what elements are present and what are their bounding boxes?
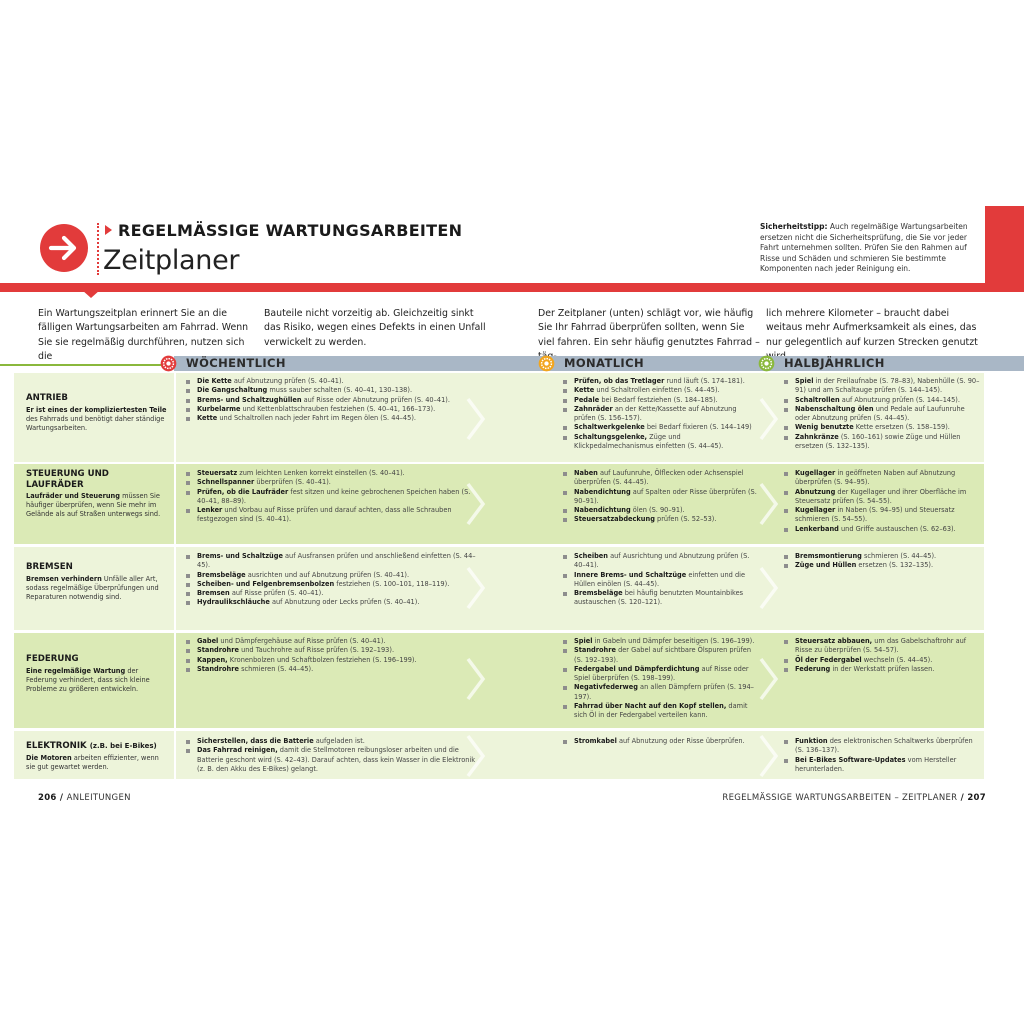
task-item-text: auf Laufunruhe, Ölflecken oder Achsenspiel überprüfen (S. 44–45).: [574, 469, 744, 487]
task-item-text: schmieren (S. 44–45).: [238, 664, 314, 673]
task-item: [563, 515, 759, 524]
row-title-suffix: (z.B. bei E-Bikes): [89, 742, 157, 750]
task-item-keyword: Hydraulikschläuche: [197, 598, 270, 607]
task-item: [186, 552, 476, 571]
task-item: [784, 377, 980, 396]
task-item-keyword: Steuersatzabdeckung: [574, 515, 655, 524]
task-item-keyword: Negativfederweg: [574, 683, 638, 692]
task-item: [186, 386, 476, 395]
task-item-keyword: Spiel: [795, 377, 814, 385]
task-item: [784, 561, 980, 570]
task-item-text: in geöffneten Naben auf Abnutzung überprüfen (S. 94–95).: [795, 469, 956, 487]
intro-text-1: Ein Wartungszeitplan erinnert Sie an die fälligen Wartungsarbeiten am Fahrrad. Wenn Sie sie regelmäßig durchführen, nutzen sich die: [38, 308, 249, 362]
task-item-keyword: Lenkerband: [795, 524, 839, 533]
task-item-keyword: Das Fahrrad reinigen,: [197, 746, 278, 755]
task-item-text: Züge und Klickpedalmechanismus einfetten (S. 44–45).: [574, 432, 724, 451]
task-item-text: (S. 160–161) sowie Züge und Hüllen ersetzen (S. 132–135).: [795, 432, 961, 451]
task-item: [563, 423, 759, 432]
task-item-keyword: Nabendichtung: [574, 506, 631, 515]
folio-left: [38, 793, 131, 803]
task-item: [186, 506, 476, 525]
task-item-keyword: Spiel: [574, 637, 593, 645]
row-description-text: arbeiten effizienter, wenn sie gut gewartet werden.: [26, 753, 159, 771]
task-item: [563, 433, 759, 452]
task-item-keyword: Brems- und Schaltzughüllen: [197, 395, 302, 404]
task-item-text: und Dämpfergehäuse auf Risse prüfen (S. 40–41).: [218, 637, 386, 645]
task-item: [563, 469, 759, 488]
task-item: [563, 552, 759, 571]
header-red-bar: [0, 283, 1024, 292]
gear-icon: [758, 355, 775, 372]
label-column-rule: [0, 364, 174, 366]
task-item-keyword: Standrohre: [574, 646, 616, 655]
task-item-text: in Naben (S. 94–95) und Steuersatz schmieren (S. 54–55).: [795, 506, 955, 524]
task-item-text: auf Risse prüfen (S. 40–41).: [229, 589, 324, 598]
task-item-keyword: Steuersatz: [197, 469, 238, 477]
task-item-keyword: Federung: [795, 664, 831, 673]
row-description-bold: Die Motoren: [26, 753, 72, 762]
task-item-keyword: Brems- und Schaltzüge: [197, 552, 283, 560]
task-item: [186, 646, 476, 655]
task-list-federung-weekly: [186, 637, 476, 674]
task-item-keyword: Schaltungsgelenke,: [574, 432, 648, 441]
chevron-right-icon: [758, 481, 780, 527]
folio-section-right: REGELMÄSSIGE WARTUNGSARBEITEN – ZEITPLANER: [722, 793, 958, 803]
task-item-keyword: Standrohre: [197, 646, 239, 655]
task-item: [186, 637, 476, 646]
folio-separator: /: [56, 793, 67, 803]
task-item-keyword: Scheiben- und Felgenbremsenbolzen: [197, 579, 335, 588]
task-item-text: ausrichten und auf Abnutzung prüfen (S. 40–41).: [245, 570, 410, 579]
column-header-halfyear: HALBJÄHRLICH: [784, 356, 885, 370]
task-item-keyword: Kette: [574, 386, 595, 395]
task-item: [563, 589, 759, 608]
row-description: [26, 667, 168, 694]
task-item-text: auf Abnutzung prüfen (S. 40–41).: [231, 377, 344, 385]
row-label-elektronik: [0, 741, 174, 772]
arrow-right-icon: [39, 223, 89, 273]
column-header-weekly: WÖCHENTLICH: [186, 356, 286, 370]
task-item: [784, 552, 980, 561]
task-item-keyword: Funktion: [795, 737, 828, 745]
task-item-keyword: Bremsen: [197, 589, 230, 598]
gear-icon: [538, 355, 555, 372]
task-item: [186, 589, 476, 598]
task-item-text: auf Risse oder Spiel überprüfen (S. 198–199).: [574, 664, 749, 683]
task-item-text: in der Werkstatt prüfen lassen.: [830, 664, 935, 673]
task-item-text: vom Hersteller herunterladen.: [795, 755, 957, 773]
task-item-text: auf Abnutzung prüfen (S. 144–145).: [839, 395, 960, 404]
task-item-text: bei häufig benutzten Mountainbikes austauschen (S. 120–121).: [574, 589, 744, 607]
task-list-antrieb-halfyear: [784, 377, 980, 451]
task-item-text: der Kugellager und ihrer Oberfläche im Steuersatz prüfen (S. 54–55).: [795, 487, 967, 505]
task-item-text: an allen Dämpfern prüfen (S. 194–197).: [574, 683, 754, 701]
chevron-right-icon: [758, 656, 780, 702]
column-header-monthly: MONATLICH: [564, 356, 644, 370]
task-item: [784, 423, 980, 432]
task-item-text: bei Bedarf festziehen (S. 184–185).: [599, 395, 718, 404]
task-item: [186, 656, 476, 665]
task-item: [563, 386, 759, 395]
row-label-steuerung: [0, 469, 174, 519]
task-item: [784, 396, 980, 405]
task-list-steuerung-monthly: [563, 469, 759, 525]
folio-right: [722, 793, 986, 803]
task-item-text: an der Kette/Kassette auf Abnutzung prüfen (S. 156–157).: [574, 404, 737, 423]
tip-label: Sicherheitstipp:: [760, 222, 828, 231]
task-item-keyword: Schaltwerkgelenke: [574, 423, 645, 432]
task-item-text: um das Gabelschaftrohr auf Risse zu überprüfen (S. 54–57).: [795, 637, 967, 655]
task-list-federung-monthly: [563, 637, 759, 721]
task-item: [186, 737, 476, 746]
task-item-keyword: Bremsbeläge: [197, 570, 246, 579]
task-item: [563, 683, 759, 702]
task-item-text: und Griffe austauschen (S. 62–63).: [838, 524, 956, 533]
task-item-text: einfetten und die Hüllen einölen (S. 44–45).: [574, 570, 746, 588]
task-list-bremsen-halfyear: [784, 552, 980, 571]
task-item-text: ölen (S. 90–91).: [630, 506, 685, 515]
row-description-text: des Fahrrads und benötigt daher ständige Wartungsarbeiten.: [26, 414, 165, 432]
task-item-text: auf Ausfransen prüfen und anschließend einfetten (S. 44–45).: [197, 552, 476, 570]
task-item-text: auf Risse oder Abnutzung prüfen (S. 40–41).: [301, 395, 450, 404]
row-description-bold: Er ist eines der kompliziertesten Teile: [26, 405, 167, 414]
task-item-text: schmieren (S. 44–45).: [861, 552, 937, 560]
task-item-keyword: Fahrrad über Nacht auf den Kopf stellen,: [574, 702, 727, 711]
gear-icon: [160, 355, 177, 372]
task-item-text: auf Abnutzung oder Risse überprüfen.: [616, 737, 745, 745]
task-list-steuerung-weekly: [186, 469, 476, 525]
task-item-keyword: Scheiben: [574, 552, 608, 560]
task-item-keyword: Wenig benutzte: [795, 423, 854, 432]
task-item: [784, 656, 980, 665]
row-description: [26, 406, 168, 433]
task-item-keyword: Steuersatz abbauen,: [795, 637, 873, 645]
task-item-keyword: Schnellspanner: [197, 478, 255, 487]
safety-tip: [760, 222, 974, 275]
task-list-bremsen-weekly: [186, 552, 476, 608]
task-item-keyword: Innere Brems- und Schaltzüge: [574, 570, 687, 579]
task-list-federung-halfyear: [784, 637, 980, 674]
task-item: [186, 396, 476, 405]
kicker-text: REGELMÄSSIGE WARTUNGSARBEITEN: [118, 221, 463, 240]
row-title-main: ELEKTRONIK: [26, 741, 87, 751]
task-item-text: wechseln (S. 44–45).: [861, 655, 933, 664]
task-list-antrieb-weekly: [186, 377, 476, 423]
task-item: [186, 580, 476, 589]
task-item-keyword: Nabenschaltung ölen: [795, 404, 874, 413]
row-title: ANTRIEB: [26, 393, 68, 403]
tip-text: Auch regelmäßige Wartungsarbeiten ersetzen nicht die Sicherheitsprüfung, die Sie vor jeder Fahrt unternehmen sollten. Prüfen Sie den Rahmen auf Risse und Schäden und schmieren Sie bestimmte Komponenten nach jeder Reinigung ein.: [760, 222, 968, 274]
task-item: [784, 488, 980, 507]
row-label-federung: [0, 654, 174, 694]
task-item-keyword: Die Gangschaltung: [197, 386, 268, 395]
row-title: [26, 741, 168, 752]
task-item-keyword: Sicherstellen, dass die Batterie: [197, 737, 314, 745]
task-item-text: und Schaltrollen einfetten (S. 44–45).: [594, 386, 720, 395]
task-item: [563, 571, 759, 590]
intro-text-4: lich mehrere Kilometer – braucht dabei weitaus mehr Aufmerksamkeit als eines, das nur gelegentlich auf kurzen Strecken genutzt: [766, 308, 978, 348]
task-item-text: bei Bedarf fixieren (S. 144–149): [644, 423, 752, 432]
task-item: [186, 665, 476, 674]
task-item-keyword: Standrohre: [197, 664, 239, 673]
task-list-elektronik-weekly: [186, 737, 476, 774]
task-item-text: auf Abnutzung oder Lecks prüfen (S. 40–41).: [269, 598, 420, 607]
task-item-keyword: Schaltrollen: [795, 395, 840, 404]
intro-text-2: Bauteile nicht vorzeitig ab. Gleichzeitig sinkt das Risiko, wegen eines Defekts in einen Unfall verwickelt zu werden.: [264, 308, 486, 348]
task-item-text: rund läuft (S. 174–181).: [664, 377, 745, 385]
task-item-keyword: Die Kette: [197, 377, 232, 385]
task-item: [563, 702, 759, 721]
row-title: FEDERUNG: [26, 654, 79, 664]
task-item: [784, 756, 980, 775]
task-item-text: der Gabel auf sichtbare Ölspuren prüfen (S. 192–193).: [574, 646, 752, 664]
task-item-keyword: Bremsmontierung: [795, 552, 862, 560]
chevron-right-icon: [758, 733, 780, 779]
row-label-antrieb: [0, 393, 174, 433]
task-item-keyword: Öl der Federgabel: [795, 655, 862, 664]
task-item-keyword: Gabel: [197, 637, 219, 645]
task-item-text: auf Spalten oder Risse überprüfen (S. 90–91).: [574, 487, 757, 505]
task-item: [563, 637, 759, 646]
label-column-divider: [174, 373, 176, 779]
row-description-bold: Laufräder und Steuerung: [26, 492, 120, 500]
task-item: [186, 746, 476, 774]
row-title: STEUERUNG UND LAUFRÄDER: [26, 469, 109, 490]
task-item: [563, 405, 759, 424]
task-item: [563, 646, 759, 665]
task-item: [784, 637, 980, 656]
task-item-keyword: Kurbelarme: [197, 404, 241, 413]
page-number-right: 207: [967, 793, 986, 803]
task-item-text: und Pedale auf Laufunruhe oder Abnutzung prüfen (S. 44–45).: [795, 404, 965, 423]
task-item-keyword: Abnutzung: [795, 487, 836, 496]
task-item-text: damit sich Öl in der Federgabel verteilen kann.: [574, 702, 748, 720]
task-item-keyword: Kugellager: [795, 506, 836, 515]
task-item-keyword: Stromkabel: [574, 737, 617, 745]
task-list-elektronik-halfyear: [784, 737, 980, 774]
task-item: [186, 469, 476, 478]
task-item: [784, 525, 980, 534]
task-item-keyword: Naben: [574, 469, 598, 477]
task-item-keyword: Zahnkränze: [795, 432, 839, 441]
title-divider: [97, 223, 99, 275]
row-description-text: der Federung verhindert, dass sich kleine Probleme zu größeren entwickeln.: [26, 666, 150, 693]
folio-separator: /: [957, 793, 968, 803]
chevron-right-icon: [758, 565, 780, 611]
page-number-left: 206: [38, 793, 57, 803]
task-item-keyword: Kette: [197, 414, 218, 423]
task-item-keyword: Lenker: [197, 506, 223, 515]
task-item-keyword: Züge und Hüllen: [795, 561, 857, 570]
row-description: [26, 492, 168, 519]
header-notch: [82, 290, 100, 298]
task-item-keyword: Bremsbeläge: [574, 589, 623, 598]
task-item: [186, 377, 476, 386]
task-item: [186, 478, 476, 487]
task-item: [784, 665, 980, 674]
page-title: Zeitplaner: [103, 245, 240, 276]
task-list-bremsen-monthly: [563, 552, 759, 608]
task-item: [563, 396, 759, 405]
triangle-icon: [105, 225, 112, 235]
task-item-text: damit die Stellmotoren reibungsloser arbeiten und die Batterie geschont wird (S. 42–43). Darauf achten, dass kein Wasser in die Elektronik (z. B. den Akku des E-Bikes) gelangt.: [197, 746, 476, 773]
task-item: [784, 737, 980, 756]
row-description: [26, 754, 168, 772]
task-item: [563, 665, 759, 684]
task-item: [563, 377, 759, 386]
task-item: [186, 414, 476, 423]
task-item: [186, 405, 476, 414]
chevron-right-icon: [758, 396, 780, 442]
task-item-text: auf Ausrichtung und Abnutzung prüfen (S. 40–41).: [574, 552, 750, 570]
row-description-text: Unfälle aller Art, sodass regelmäßige Überprüfungen und Reparaturen notwendig sind.: [26, 574, 159, 601]
task-item-keyword: Prüfen, ob das Tretlager: [574, 377, 665, 385]
task-list-elektronik-monthly: [563, 737, 759, 746]
intro-text-3: Der Zeitplaner (unten) schlägt vor, wie häufig Sie Ihr Fahrrad überprüfen sollten, wenn Sie viel fahren. Ein sehr häufig genutztes Fahrrad –: [538, 308, 760, 348]
task-item-keyword: Bei E-Bikes Software-Updates: [795, 755, 906, 764]
task-item-keyword: Pedale: [574, 395, 600, 404]
task-item-text: und Vorbau auf Risse prüfen und darauf achten, dass alle Schrauben festgezogen sind (S. 40–41).: [197, 506, 452, 524]
task-item-text: festziehen (S. 100–101, 118–119).: [334, 579, 450, 588]
task-item: [186, 571, 476, 580]
task-item-text: ersetzen (S. 132–135).: [856, 561, 934, 570]
task-item: [784, 433, 980, 452]
row-title: BREMSEN: [26, 562, 73, 572]
task-item-keyword: Kugellager: [795, 469, 836, 477]
task-item-text: zum leichten Lenken korrekt einstellen (S. 40–41).: [237, 469, 405, 477]
task-item-text: in der Freilaufnabe (S. 78–83), Nabenhülle (S. 90–91) und am Schaltauge prüfen (S. 144–145).: [795, 377, 980, 395]
task-item-keyword: Kappen,: [197, 655, 228, 664]
task-item-text: Kronenbolzen und Schaftbolzen festziehen (S. 196–199).: [227, 655, 417, 664]
task-item-text: des elektronischen Schaltwerks überprüfen (S. 136–137).: [795, 737, 973, 755]
task-item: [784, 469, 980, 488]
task-item-text: aufgeladen ist.: [313, 737, 365, 745]
task-item-text: in Gabeln und Dämpfer beseitigen (S. 196–199).: [592, 637, 755, 645]
task-item: [784, 506, 980, 525]
task-item-keyword: Nabendichtung: [574, 487, 631, 496]
row-description-bold: Bremsen verhindern: [26, 574, 102, 583]
task-item: [563, 737, 759, 746]
task-list-steuerung-halfyear: [784, 469, 980, 534]
task-item: [784, 405, 980, 424]
task-item-text: prüfen (S. 52–53).: [654, 515, 717, 524]
row-description-bold: Eine regelmäßige Wartung: [26, 666, 126, 675]
folio-section-left: ANLEITUNGEN: [66, 793, 131, 803]
task-item-text: und Schaltrollen nach jeder Fahrt im Regen ölen (S. 44–45).: [217, 414, 416, 423]
task-item-text: Kette ersetzen (S. 158–159).: [853, 423, 950, 432]
row-description: [26, 575, 168, 602]
task-item: [563, 506, 759, 515]
task-item: [186, 488, 476, 507]
page-edge-tab: [985, 206, 1024, 292]
task-item-text: überprüfen (S. 40–41).: [254, 478, 331, 487]
task-item-text: und Tauchrohre auf Risse prüfen (S. 192–193).: [238, 646, 395, 655]
task-item-keyword: Federgabel und Dämpferdichtung: [574, 664, 700, 673]
task-list-antrieb-monthly: [563, 377, 759, 451]
section-kicker: [105, 221, 462, 240]
task-item-keyword: Zahnräder: [574, 404, 613, 413]
task-item-text: muss sauber schalten (S. 40–41, 130–138).: [267, 386, 413, 395]
task-item-keyword: Prüfen, ob die Laufräder: [197, 487, 289, 496]
row-description-text: müssen Sie häufiger überprüfen, wenn Sie mehr im Gelände als auf Straßen unterwegs sind.: [26, 492, 161, 519]
task-item-text: fest sitzen und keine gebrochenen Speichen haben (S. 40–41, 88–89).: [197, 487, 471, 505]
task-item: [563, 488, 759, 507]
row-label-bremsen: [0, 562, 174, 602]
task-item: [186, 598, 476, 607]
task-item-text: und Kettenblattschrauben festziehen (S. 40–41, 166–173).: [240, 404, 436, 413]
